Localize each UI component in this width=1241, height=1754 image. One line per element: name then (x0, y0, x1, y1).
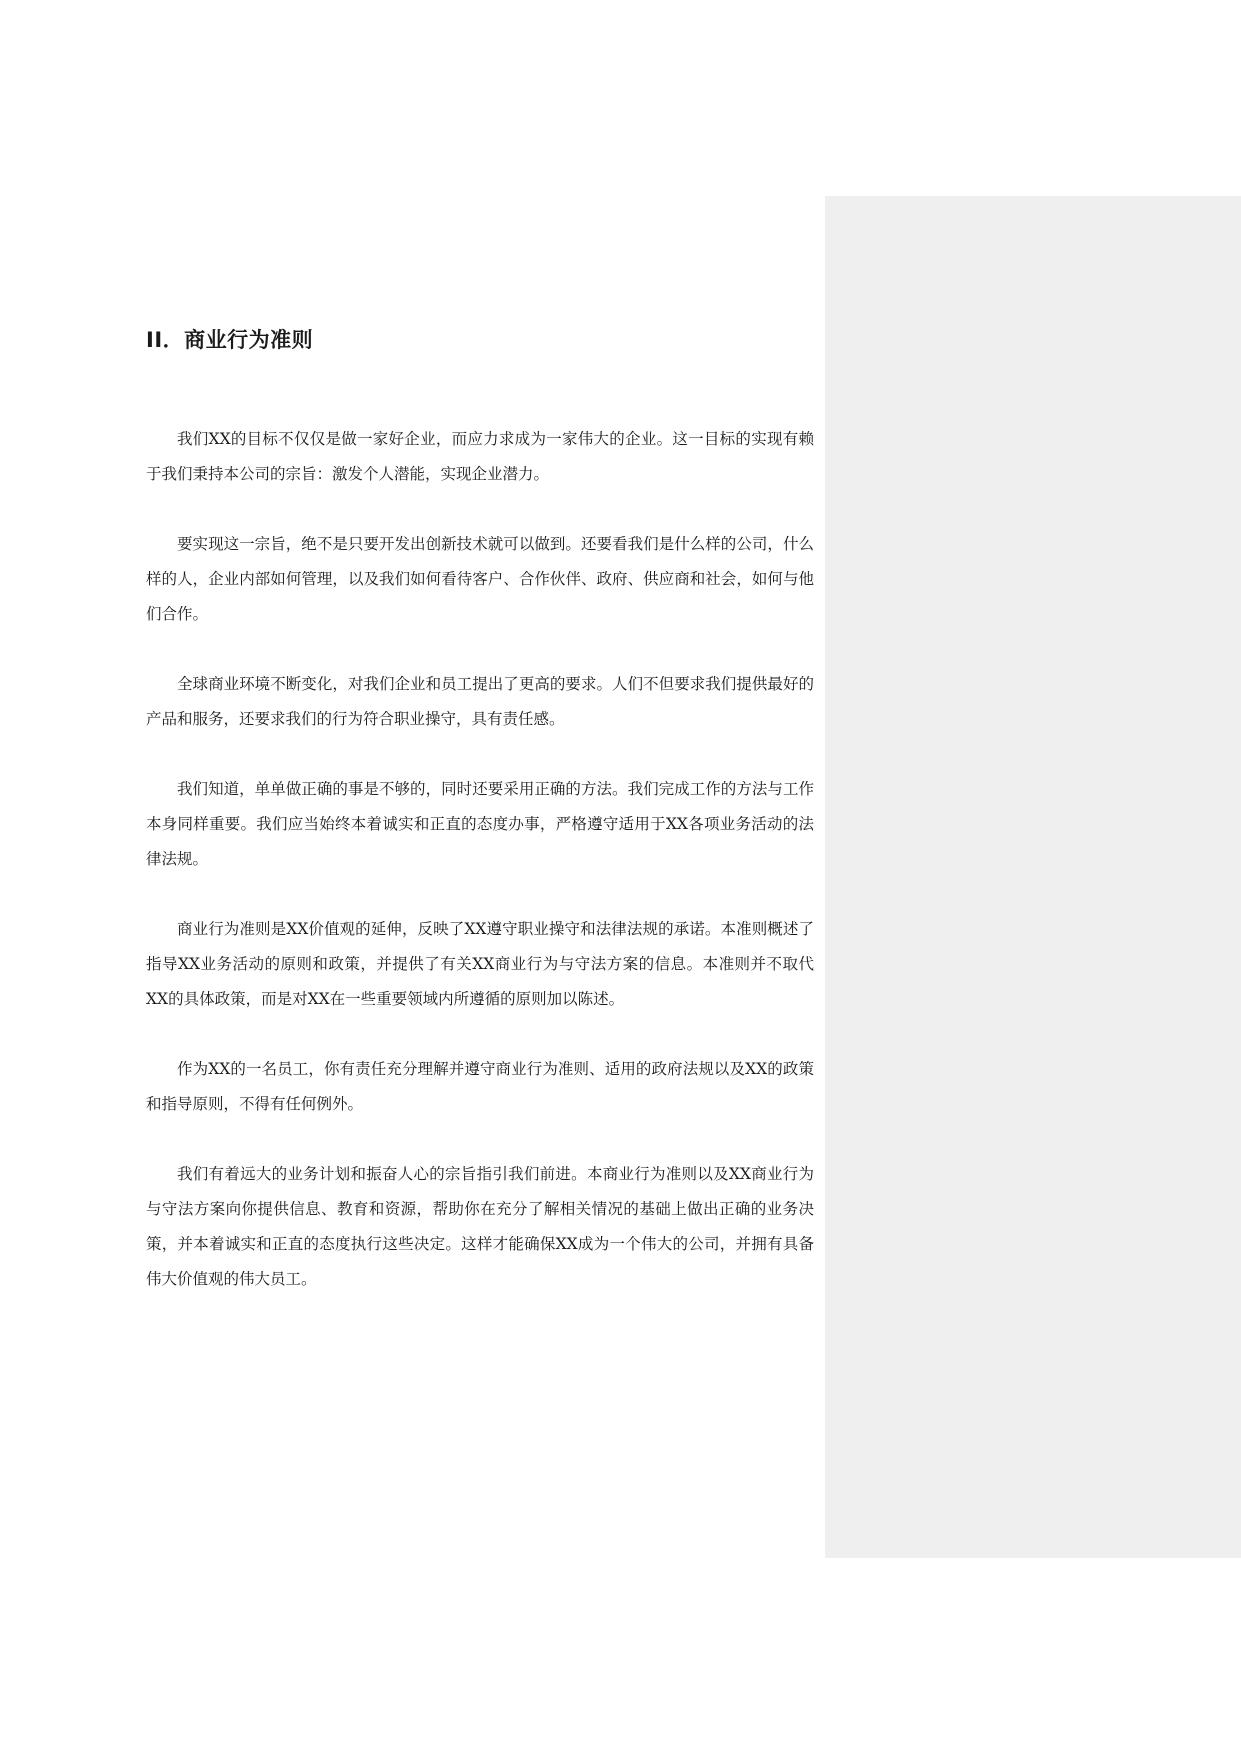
document-body (146, 318, 814, 1332)
paragraph-6: 作为XX的一名员工，你有责任充分理解并遵守商业行为准则、适用的政府法规以及XX的政策和指导原则，不得有任何例外。 (146, 1060, 814, 1113)
comment-margin-pane (825, 196, 1241, 1558)
section-heading: II．商业行为准则 (146, 328, 314, 352)
paragraph-1: 我们XX的目标不仅仅是做一家好企业，而应力求成为一家伟大的企业。这一目标的实现有赖于我们秉持本公司的宗旨：激发个人潜能，实现企业潜力。 (146, 430, 814, 483)
paragraph-2: 要实现这一宗旨，绝不是只要开发出创新技术就可以做到。还要看我们是什么样的公司，什么样的人，企业内部如何管理，以及我们如何看待客户、合作伙伴、政府、供应商和社会，如何与他们合作。 (146, 535, 814, 623)
paragraph-7: 我们有着远大的业务计划和振奋人心的宗旨指引我们前进。本商业行为准则以及XX商业行为与守法方案向你提供信息、教育和资源，帮助你在充分了解相关情况的基础上做出正确的业务决策，并本着诚实和正直的态度执行这些决定。这样才能确保XX成为一个伟大的公司，并拥有具备伟大价值观的伟大员工。 (146, 1165, 814, 1288)
paragraph-4: 我们知道，单单做正确的事是不够的，同时还要采用正确的方法。我们完成工作的方法与工作本身同样重要。我们应当始终本着诚实和正直的态度办事，严格遵守适用于XX各项业务活动的法律法规。 (146, 780, 814, 868)
paragraph-5: 商业行为准则是XX价值观的延伸，反映了XX遵守职业操守和法律法规的承诺。本准则概述了指导XX业务活动的原则和政策，并提供了有关XX商业行为与守法方案的信息。本准则并不取代XX的具体政策，而是对XX在一些重要领域内所遵循的原则加以陈述。 (146, 920, 814, 1008)
paragraph-3: 全球商业环境不断变化，对我们企业和员工提出了更高的要求。人们不但要求我们提供最好的产品和服务，还要求我们的行为符合职业操守，具有责任感。 (146, 675, 814, 728)
